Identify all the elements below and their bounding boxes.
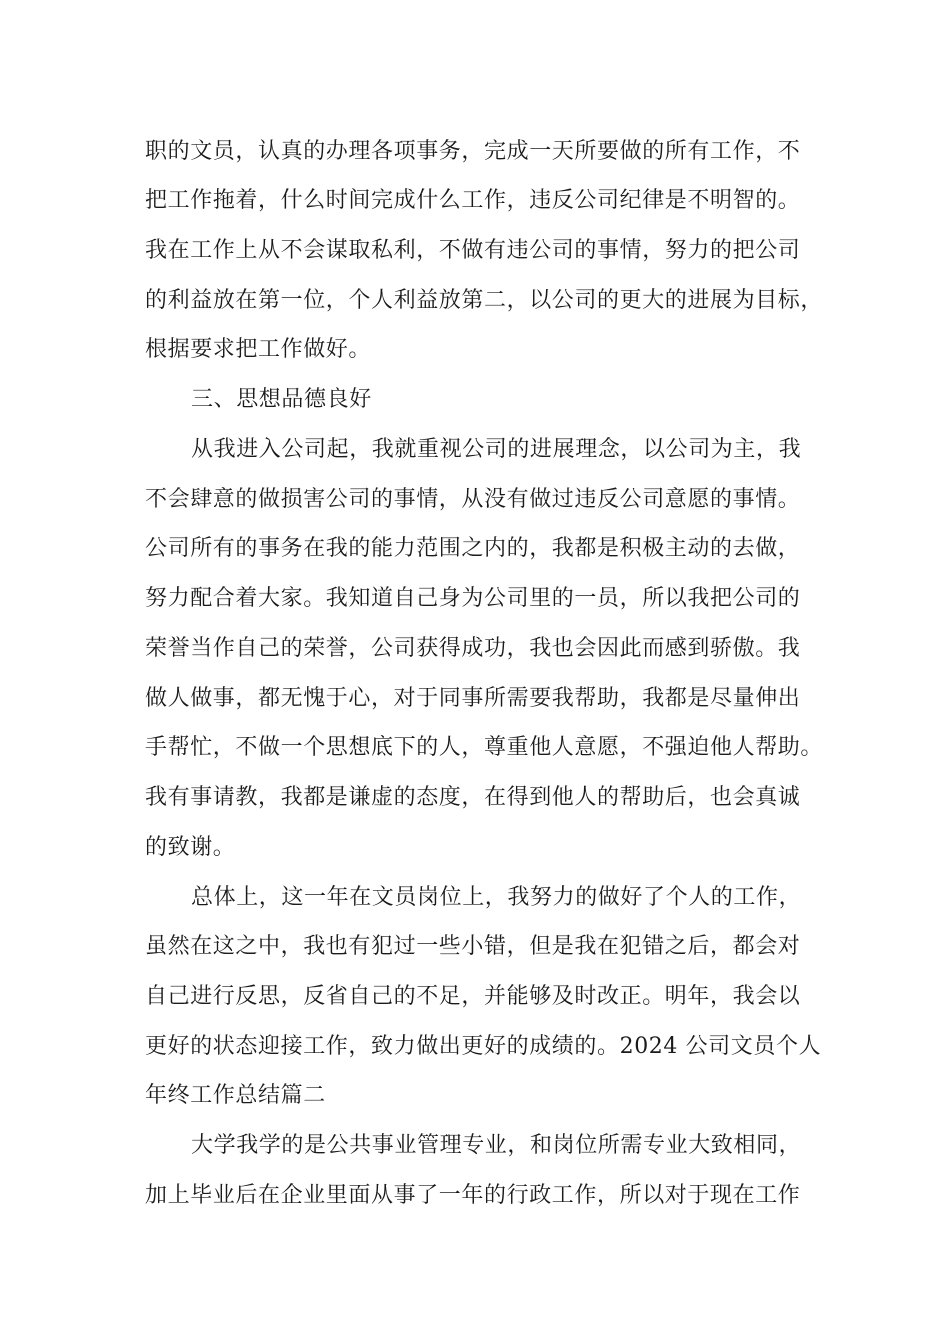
paragraph-start-line: 从我进入公司起，我就重视公司的进展理念，以公司为主，我 bbox=[191, 437, 802, 462]
text-line: 公司所有的事务在我的能力范围之内的，我都是积极主动的去做， bbox=[145, 536, 801, 561]
text-line: 我在工作上从不会谋取私利，不做有违公司的事情，努力的把公司 bbox=[145, 238, 801, 263]
text-line: 不会肆意的做损害公司的事情，从没有做过违反公司意愿的事情。 bbox=[145, 487, 801, 512]
text-line: 荣誉当作自己的荣誉，公司获得成功，我也会因此而感到骄傲。我 bbox=[145, 636, 801, 661]
text-line: 职的文员，认真的办理各项事务，完成一天所要做的所有工作，不 bbox=[145, 139, 801, 164]
text-line: 虽然在这之中，我也有犯过一些小错，但是我在犯错之后，都会对 bbox=[145, 934, 801, 959]
text-line: 把工作拖着，什么时间完成什么工作，违反公司纪律是不明智的。 bbox=[145, 188, 801, 213]
text-line: 做人做事，都无愧于心，对于同事所需要我帮助，我都是尽量伸出 bbox=[145, 686, 801, 711]
text-line: 我有事请教，我都是谦虚的态度，在得到他人的帮助后，也会真诚 bbox=[145, 785, 801, 810]
paragraph-start-line: 总体上，这一年在文员岗位上，我努力的做好了个人的工作， bbox=[191, 885, 802, 910]
text-line: 加上毕业后在企业里面从事了一年的行政工作，所以对于现在工作 bbox=[145, 1183, 801, 1208]
text-line: 努力配合着大家。我知道自己身为公司里的一员，所以我把公司的 bbox=[145, 586, 801, 611]
text-line: 根据要求把工作做好。 bbox=[145, 337, 372, 362]
text-line: 更好的状态迎接工作，致力做出更好的成绩的。2024 公司文员个人 bbox=[145, 1034, 822, 1059]
text-line: 的致谢。 bbox=[145, 835, 236, 860]
text-line: 年终工作总结篇二 bbox=[145, 1083, 326, 1108]
text-line: 手帮忙，不做一个思想底下的人，尊重他人意愿，不强迫他人帮助。 bbox=[145, 735, 824, 760]
section-heading: 三、思想品德良好 bbox=[191, 387, 372, 412]
text-line: 的利益放在第一位，个人利益放第二，以公司的更大的进展为目标， bbox=[145, 288, 824, 313]
paragraph-start-line: 大学我学的是公共事业管理专业，和岗位所需专业大致相同， bbox=[191, 1133, 802, 1158]
text-line: 自己进行反思，反省自己的不足，并能够及时改正。明年，我会以 bbox=[145, 984, 801, 1009]
